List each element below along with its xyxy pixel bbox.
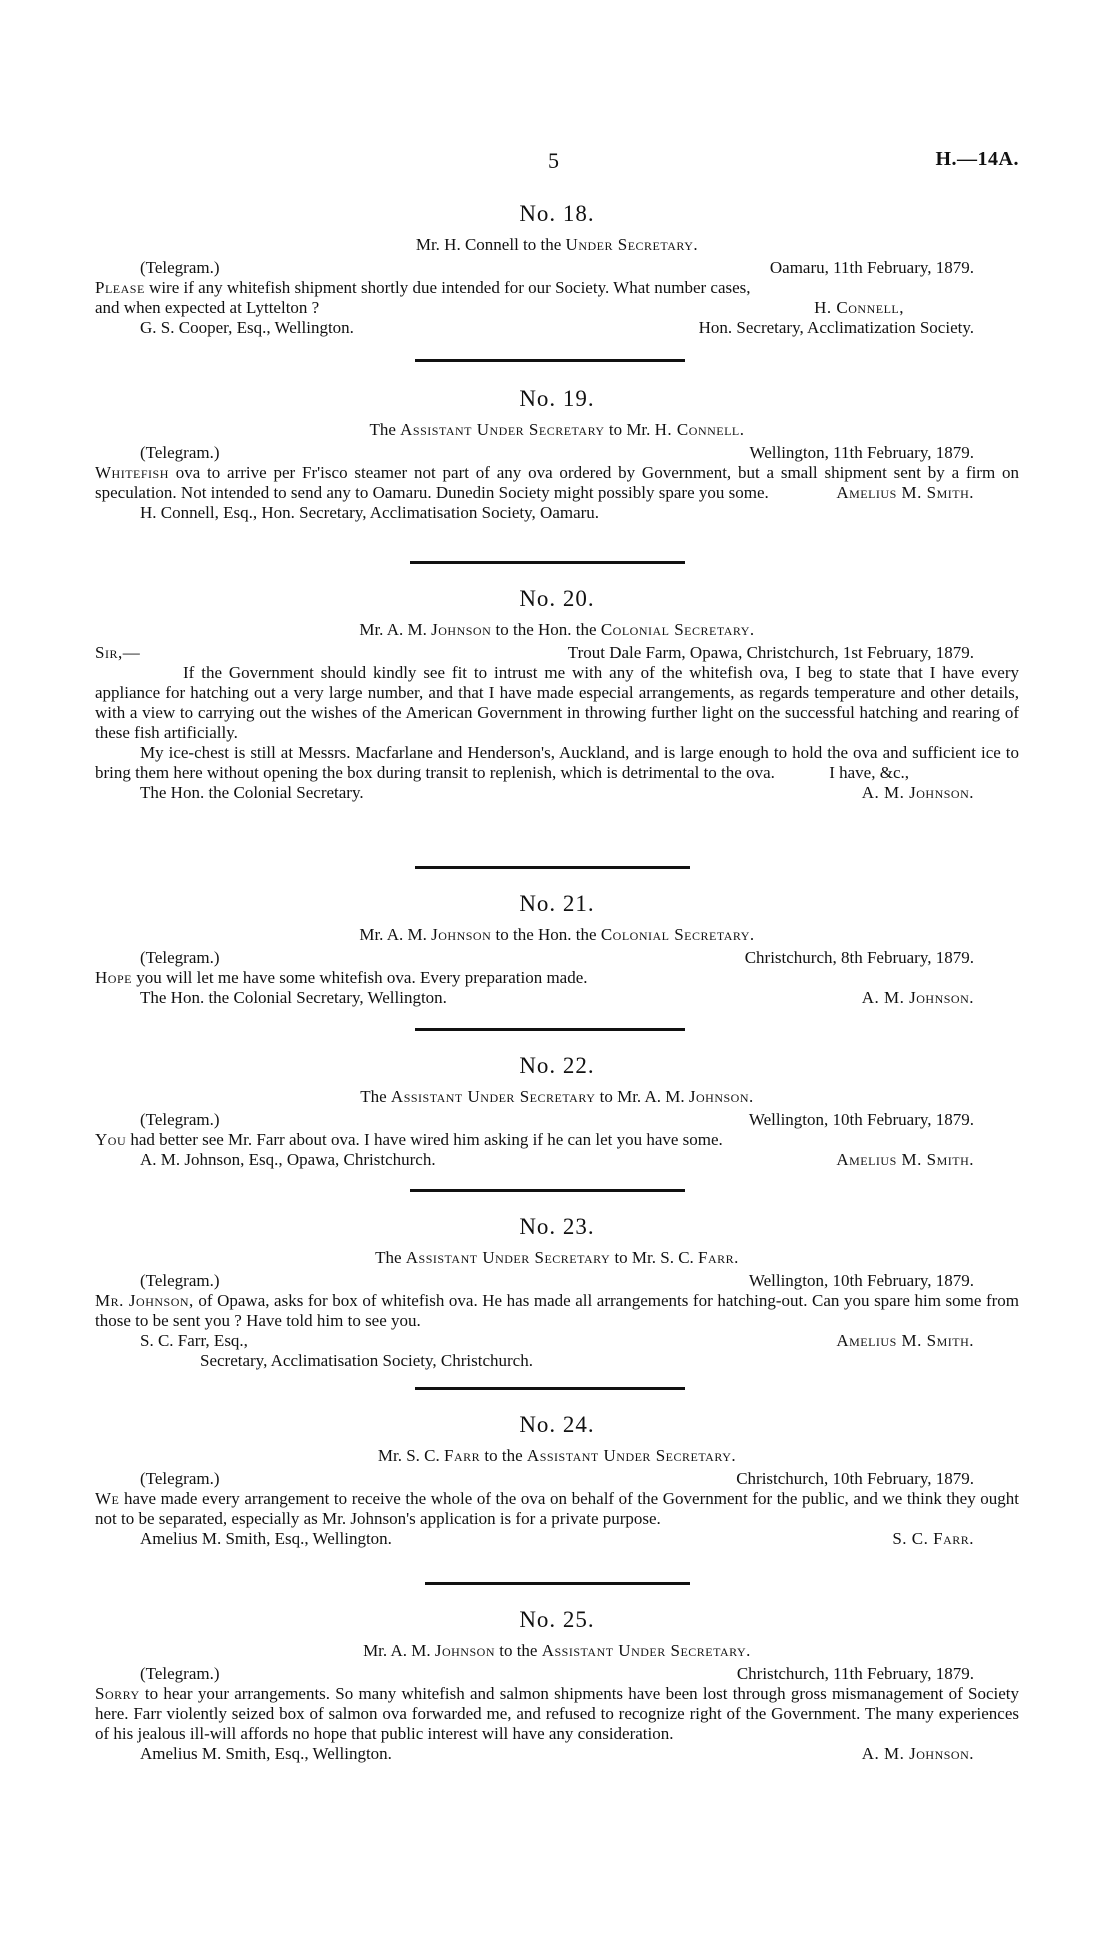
body-paragraph: If the Government should kindly see fit to intrust me with any of the whitefish ova, I beg to state that I have every appliance for hatching out a very large number, and that I have made especial arrangements, as regards temperature and other details, with a view to carrying out the wishes of the American Government in throwing further light on the successful hatching and rearing of these fish artificially. xyxy=(95,663,1019,742)
divider xyxy=(415,866,690,869)
section-number: No. 25. xyxy=(519,1607,595,1632)
body-text: Sorry to hear your arrangements. So many whitefish and salmon shipments have been lost through gross mismanagement of Society here. Farr violently seized box of salmon ova forwarded me, and refused to recognize right of the Government. The many experiences of his jealous ill-will affords no hope that public interest will have any consideration. xyxy=(95,1684,1019,1743)
section-19 xyxy=(95,385,1019,523)
body-line: Hope you will let me have some whitefish ova. Every preparation made. xyxy=(95,968,588,987)
section-number: No. 20. xyxy=(519,586,595,611)
addressee-line: H. Connell, Esq., Hon. Secretary, Acclimatisation Society, Oamaru. xyxy=(140,503,600,522)
salutation-line: Sir,— Trout Dale Farm, Opawa, Christchurch, 1st February, 1879. xyxy=(95,643,974,662)
telegram-line: (Telegram.) Wellington, 11th February, 1879. xyxy=(140,443,974,462)
section-header: The Assistant Under Secretary to Mr. A. M. Johnson. xyxy=(360,1087,754,1106)
section-number: No. 23. xyxy=(519,1214,595,1239)
section-number: No. 22. xyxy=(519,1053,595,1078)
addressee-line-2: Secretary, Acclimatisation Society, Christchurch. xyxy=(200,1351,533,1370)
signature-line: Amelius M. Smith. xyxy=(836,483,974,502)
addressee-line: The Hon. the Colonial Secretary. A. M. Johnson. xyxy=(140,783,974,802)
addressee-line: S. C. Farr, Esq., Amelius M. Smith. xyxy=(140,1331,974,1350)
section-header: Mr. A. M. Johnson to the Assistant Under Secretary. xyxy=(363,1641,751,1660)
section-25 xyxy=(95,1606,1019,1764)
addressee-line: G. S. Cooper, Esq., Wellington. Hon. Secretary, Acclimatization Society. xyxy=(140,318,974,337)
paper-reference: H.—14A. xyxy=(935,148,1019,170)
section-header: Mr. A. M. Johnson to the Hon. the Colonial Secretary. xyxy=(359,620,755,639)
section-number: No. 24. xyxy=(519,1412,595,1437)
section-number: No. 19. xyxy=(519,386,595,411)
divider xyxy=(415,1028,685,1031)
section-24 xyxy=(95,1411,1019,1549)
telegram-line: (Telegram.) Christchurch, 11th February, 1879. xyxy=(140,1664,974,1683)
telegram-line: (Telegram.) Oamaru, 11th February, 1879. xyxy=(140,258,974,277)
telegram-line: (Telegram.) Wellington, 10th February, 1879. xyxy=(140,1110,974,1129)
addressee-line: Amelius M. Smith, Esq., Wellington. A. M. Johnson. xyxy=(140,1744,974,1763)
section-23 xyxy=(95,1213,1019,1371)
page-number: 5 xyxy=(548,148,559,173)
section-20 xyxy=(95,585,1019,803)
section-header: Mr. H. Connell to the Under Secretary. xyxy=(415,235,699,254)
section-18 xyxy=(95,200,1019,338)
addressee-line: A. M. Johnson, Esq., Opawa, Christchurch. Amelius M. Smith. xyxy=(140,1150,974,1169)
body-text: Whitefish ova to arrive per Fr'isco steamer not part of any ova ordered by Government, but a small shipment sent by a firm on speculation. Not intended to send any to Oamaru. Dunedin Society might possibly spare you some. xyxy=(95,463,1019,502)
addressee-line: Amelius M. Smith, Esq., Wellington. S. C. Farr. xyxy=(140,1529,974,1548)
addressee-line: The Hon. the Colonial Secretary, Wellington. A. M. Johnson. xyxy=(140,988,974,1007)
section-header: The Assistant Under Secretary to Mr. S. C. Farr. xyxy=(375,1248,739,1267)
body-text: We have made every arrangement to receive the whole of the ova on behalf of the Government for the public, and we think they ought not to be separated, especially as Mr. Johnson's application is for a private purpose. xyxy=(95,1489,1019,1528)
section-21 xyxy=(95,890,1019,1008)
section-header: Mr. A. M. Johnson to the Hon. the Colonial Secretary. xyxy=(359,925,755,944)
telegram-line: (Telegram.) Christchurch, 10th February, 1879. xyxy=(140,1469,974,1488)
body-paragraph: My ice-chest is still at Messrs. Macfarlane and Henderson's, Auckland, and is large enough to hold the ova and sufficient ice to bring them here without opening the box during transit to replenish, which is detrimental to the ova. xyxy=(95,743,1019,782)
telegram-line: (Telegram.) Christchurch, 8th February, 1879. xyxy=(140,948,974,967)
divider xyxy=(410,561,685,564)
section-number: No. 21. xyxy=(519,891,595,916)
section-22 xyxy=(95,1052,1019,1170)
section-number: No. 18. xyxy=(519,201,595,226)
divider xyxy=(415,359,685,362)
section-header: Mr. S. C. Farr to the Assistant Under Secretary. xyxy=(377,1446,737,1465)
divider xyxy=(415,1387,685,1390)
divider xyxy=(425,1582,690,1585)
section-header: The Assistant Under Secretary to Mr. H. Connell. xyxy=(369,420,745,439)
divider xyxy=(410,1189,685,1192)
closing-line: I have, &c., xyxy=(829,763,909,782)
body-line: Please wire if any whitefish shipment shortly due intended for our Society. What number cases, xyxy=(95,278,751,297)
body-text: Mr. Johnson, of Opawa, asks for box of whitefish ova. He has made all arrangements for hatching-out. Can you spare him some from those to be sent you ? Have told him to see you. xyxy=(95,1291,1019,1330)
body-line: You had better see Mr. Farr about ova. I have wired him asking if he can let you have some. xyxy=(95,1130,723,1149)
telegram-line: (Telegram.) Wellington, 10th February, 1879. xyxy=(140,1271,974,1290)
body-line: and when expected at Lyttelton ? H. Connell, xyxy=(95,298,904,317)
